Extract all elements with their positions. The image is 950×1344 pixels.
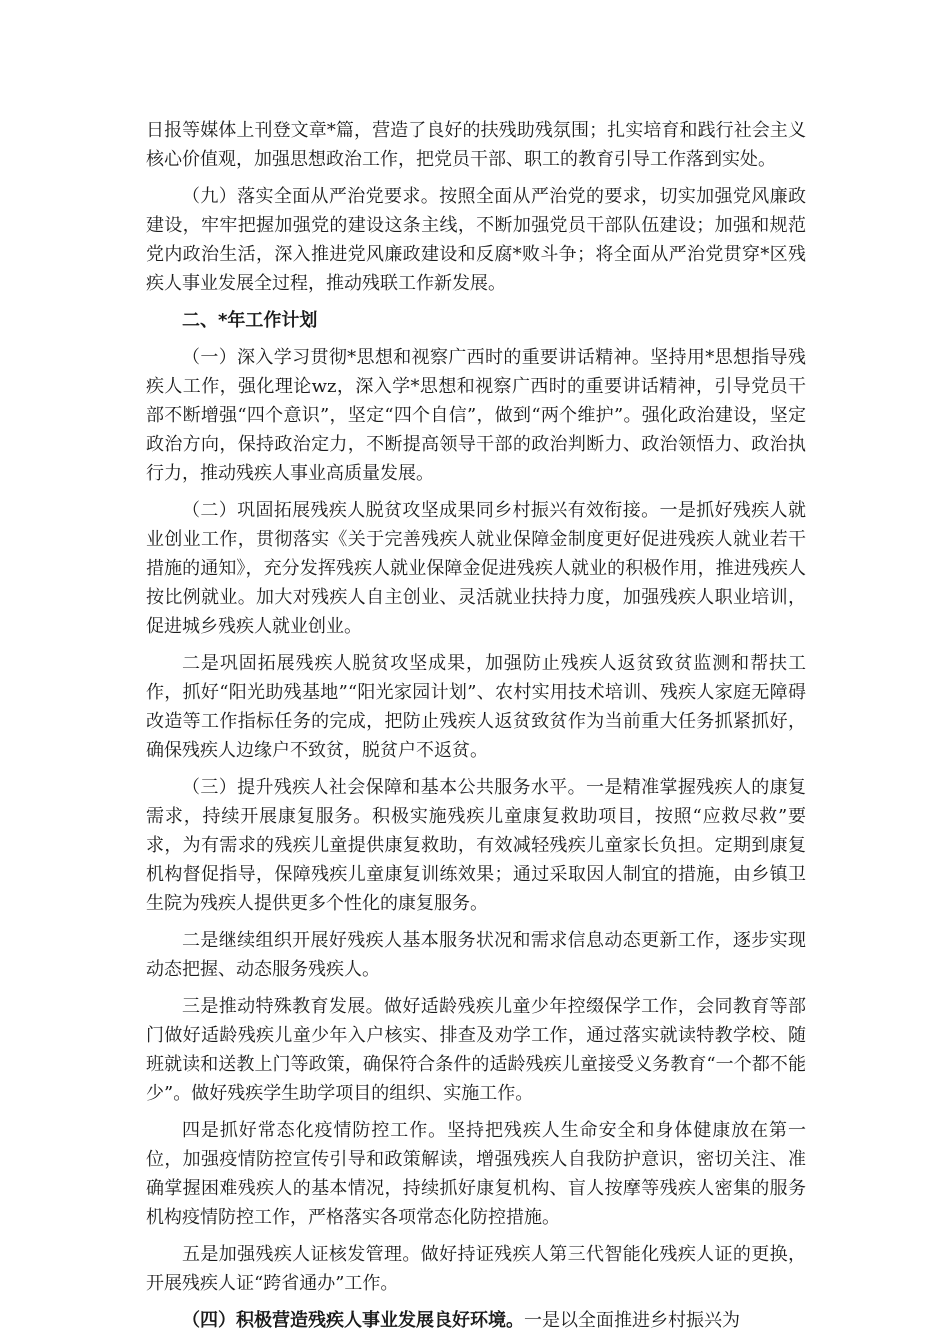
paragraph-5: 二是巩固拓展残疾人脱贫攻坚成果，加强防止残疾人返贫致贫监测和帮扶工作，抓好“阳光助残基地”“阳光家园计划”、农村实用技术培训、残疾人家庭无障碍改造等工作指标任务的完成，把防止残疾人返贫致贫作为当前重大任务抓紧抓好，确保残疾人边缘户不致贫，脱贫户不返贫。 [146, 653, 806, 761]
paragraph-8: 三是推动特殊教育发展。做好适龄残疾儿童少年控缀保学工作，会同教育等部门做好适龄残疾儿童少年入户核实、排查及劝学工作，通过落实就读特教学校、随班就读和送教上门等政策，确保符合条件的适龄残疾儿童接受义务教育“一个都不能少”。做好残疾学生助学项目的组织、实施工作。 [146, 996, 806, 1104]
paragraph-9: 四是抓好常态化疫情防控工作。坚持把残疾人生命安全和身体健康放在第一位，加强疫情防控宣传引导和政策解读，增强残疾人自我防护意识，密切关注、准确掌握困难残疾人的基本情况，持续抓好康复机构、盲人按摩等残疾人密集的服务机构疫情防控工作，严格落实各项常态化防控措施。 [146, 1120, 806, 1228]
paragraph-11 [146, 1306, 806, 1335]
paragraph-10: 五是加强残疾人证核发管理。做好持证残疾人第三代智能化残疾人证的更换，开展残疾人证“跨省通办”工作。 [146, 1244, 806, 1294]
paragraph-6: （三）提升残疾人社会保障和基本公共服务水平。一是精准掌握残疾人的康复需求，持续开展康复服务。积极实施残疾儿童康复救助项目，按照“应救尽救”要求，为有需求的残疾儿童提供康复救助，有效减轻残疾儿童家长负担。定期到康复机构督促指导，保障残疾儿童康复训练效果；通过采取因人制宜的措施，由乡镇卫生院为残疾人提供更多个性化的康复服务。 [146, 777, 806, 914]
paragraph-11-bold-lead: （四）积极营造残疾人事业发展良好环境。 [182, 1310, 524, 1331]
paragraph-4: （二）巩固拓展残疾人脱贫攻坚成果同乡村振兴有效衔接。一是抓好残疾人就业创业工作，贯彻落实《关于完善残疾人就业保障金制度更好促进残疾人就业若干措施的通知》，充分发挥残疾人就业保障金促进残疾人就业的积极作用，推进残疾人按比例就业。加大对残疾人自主创业、灵活就业扶持力度，加强残疾人职业培训，促进城乡残疾人就业创业。 [146, 500, 806, 637]
paragraph-2: （九）落实全面从严治党要求。按照全面从严治党的要求，切实加强党风廉政建设，牢牢把握加强党的建设这条主线，不断加强党员干部队伍建设；加强和规范党内政治生活，深入推进党风廉政建设和反腐*败斗争；将全面从严治党贯穿*区残疾人事业发展全过程，推动残联工作新发展。 [146, 186, 806, 294]
paragraph-1: 日报等媒体上刊登文章*篇，营造了良好的扶残助残氛围；扎实培育和践行社会主义核心价值观，加强思想政治工作，把党员干部、职工的教育引导工作落到实处。 [146, 120, 806, 170]
section-heading: 二、*年工作计划 [182, 310, 318, 331]
paragraph-11-text: 一是以全面推进乡村振兴为 [524, 1310, 740, 1331]
document-body [146, 116, 806, 1343]
paragraph-3: （一）深入学习贯彻*思想和视察广西时的重要讲话精神。坚持用*思想指导残疾人工作，强化理论wz，深入学*思想和视察广西时的重要讲话精神，引导党员干部不断增强“四个意识”，坚定“四个自信”，做到“两个维护”。强化政治建设，坚定政治方向，保持政治定力，不断提高领导干部的政治判断力、政治领悟力、政治执行力，推动残疾人事业高质量发展。 [146, 347, 806, 484]
paragraph-7: 二是继续组织开展好残疾人基本服务状况和需求信息动态更新工作，逐步实现动态把握、动态服务残疾人。 [146, 930, 806, 980]
